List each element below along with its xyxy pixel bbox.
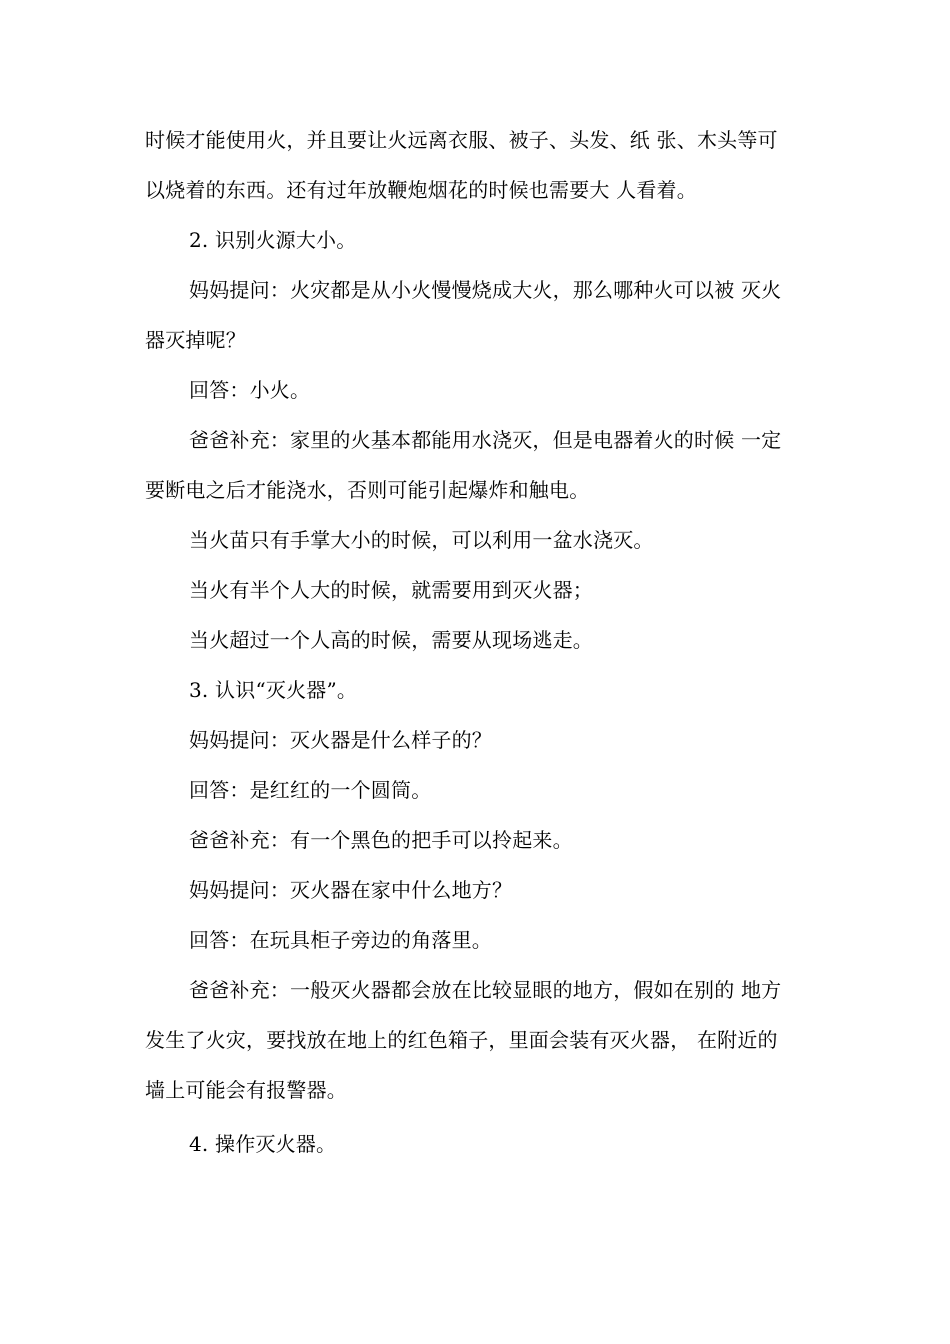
text-line: 妈妈提问：火灾都是从小火慢慢烧成大火，那么哪种火可以被 灭火 <box>189 278 782 302</box>
text-line: 爸爸补充：一般灭火器都会放在比较显眼的地方，假如在别的 地方 <box>189 978 782 1002</box>
text-line: 要断电之后才能浇水，否则可能引起爆炸和触电。 <box>145 478 590 502</box>
text-line: 当火苗只有手掌大小的时候，可以利用一盆水浇灭。 <box>189 528 654 552</box>
text-line: 回答：在玩具柜子旁边的角落里。 <box>189 928 492 952</box>
text-line: 器灭掉呢？ <box>145 328 246 352</box>
text-line: 回答：小火。 <box>189 378 311 402</box>
section-heading: 3. 认识“灭火器”。 <box>189 678 358 702</box>
text-line: 爸爸补充：有一个黑色的把手可以拎起来。 <box>189 828 573 852</box>
text-line: 发生了火灾，要找放在地上的红色箱子，里面会装有灭火器， 在附近的 <box>145 1028 778 1052</box>
text-line: 墙上可能会有报警器。 <box>145 1078 347 1102</box>
section-heading: 2. 识别火源大小。 <box>189 228 357 252</box>
text-line: 回答：是红红的一个圆筒。 <box>189 778 432 802</box>
text-line: 以烧着的东西。还有过年放鞭炮烟花的时候也需要大 人看着。 <box>145 178 697 202</box>
section-heading: 4. 操作灭火器。 <box>189 1132 337 1156</box>
text-line: 妈妈提问：灭火器是什么样子的？ <box>189 728 492 752</box>
text-line: 妈妈提问：灭火器在家中什么地方？ <box>189 878 513 902</box>
text-line: 当火超过一个人高的时候，需要从现场逃走。 <box>189 628 593 652</box>
text-line: 当火有半个人大的时候，就需要用到灭火器； <box>189 578 593 602</box>
text-line: 爸爸补充：家里的火基本都能用水浇灭，但是电器着火的时候 一定 <box>189 428 782 452</box>
text-line: 时候才能使用火，并且要让火远离衣服、被子、头发、纸 张、木头等可 <box>145 128 778 152</box>
